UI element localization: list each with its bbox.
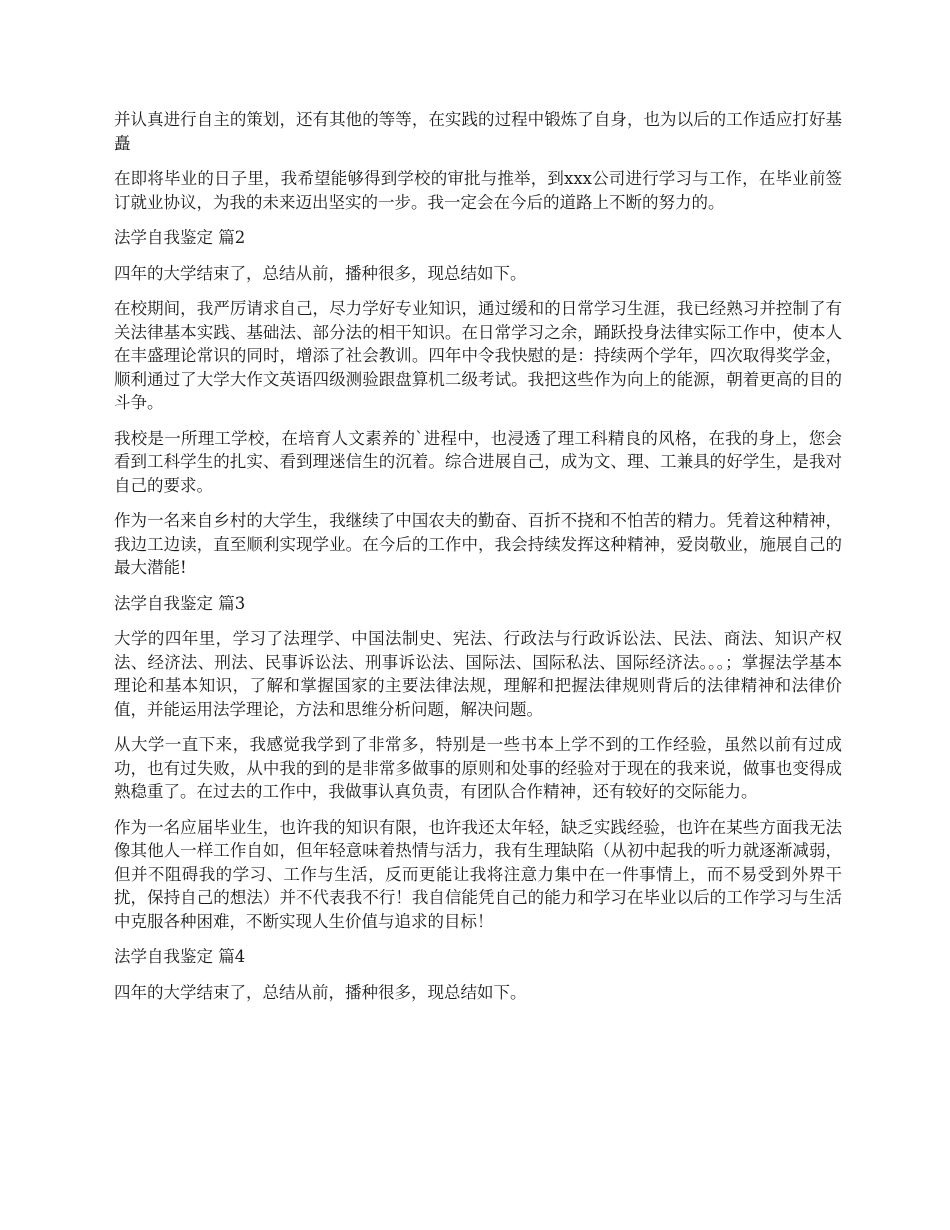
paragraph: 并认真进行自主的策划，还有其他的等等，在实践的过程中锻炼了自身，也为以后的工作适应打好基矗	[114, 110, 842, 153]
section-heading: 法学自我鉴定 篇3	[114, 593, 246, 613]
paragraph: 四年的大学结束了，总结从前，播种很多，现总结如下。	[114, 982, 527, 1002]
paragraph: 大学的四年里，学习了法理学、中国法制史、宪法、行政法与行政诉讼法、民法、商法、知识产权法、经济法、刑法、民事诉讼法、刑事诉讼法、国际法、国际私法、国际经济法。。。；掌握法学基本理论和基本知识，了解和掌握国家的主要法律法规，理解和把握法律规则背后的法律精神和法律价值，并能运用法学理论，方法和思维分析问题，解决问题。	[114, 629, 842, 719]
paragraph: 在校期间，我严厉请求自己，尽力学好专业知识，通过缓和的日常学习生涯，我已经熟习并控制了有关法律基本实践、基础法、部分法的相干知识。在日常学习之余，踊跃投身法律实际工作中，使本人在丰盛理论常识的同时，增添了社会教训。四年中令我快慰的是：持续两个学年，四次取得奖学金，顺利通过了大学大作文英语四级测验跟盘算机二级考试。我把这些作为向上的能源，朝着更高的目的斗争。	[114, 299, 842, 412]
paragraph: 在即将毕业的日子里，我希望能够得到学校的审批与推举，到xxx公司进行学习与工作，在毕业前签订就业协议，为我的未来迈出坚实的一步。我一定会在今后的道路上不断的努力的。	[114, 169, 842, 212]
paragraph: 四年的大学结束了，总结从前，播种很多，现总结如下。	[114, 263, 527, 283]
section-heading: 法学自我鉴定 篇2	[114, 228, 246, 247]
paragraph: 从大学一直下来，我感觉我学到了非常多，特别是一些书本上学不到的工作经验，虽然以前有过成功，也有过失败，从中我的到的是非常多做事的原则和处事的经验对于现在的我来说，做事也变得成熟稳重了。在过去的工作中，我做事认真负责，有团队合作精神，还有较好的交际能力。	[114, 735, 842, 801]
section-heading: 法学自我鉴定 篇4	[114, 947, 246, 966]
paragraph: 作为一名来自乡村的大学生，我继续了中国农夫的勤奋、百折不挠和不怕苦的精力。凭着这种精神，我边工边读，直至顺利实现学业。在今后的工作中，我会持续发挥这种精神，爱岗敬业，施展自己的最大潜能!	[114, 511, 842, 577]
paragraph: 作为一名应届毕业生，也许我的知识有限，也许我还太年轻，缺乏实践经验，也许在某些方面我无法像其他人一样工作自如，但年轻意味着热情与活力，我有生理缺陷（从初中起我的听力就逐渐减弱，但并不阻碍我的学习、工作与生活，反而更能让我将注意力集中在一件事情上，而不易受到外界干扰，保持自己的想法）并不代表我不行！我自信能凭自己的能力和学习在毕业以后的工作学习与生活中克服各种困难，不断实现人生价值与追求的目标！	[114, 817, 842, 931]
document-page	[114, 108, 842, 1016]
paragraph: 我校是一所理工学校，在培育人文素养的`进程中，也浸透了理工科精良的风格，在我的身上，您会看到工科学生的扎实、看到理迷信生的沉着。综合进展自己，成为文、理、工兼具的好学生，是我对自己的要求。	[114, 428, 842, 495]
